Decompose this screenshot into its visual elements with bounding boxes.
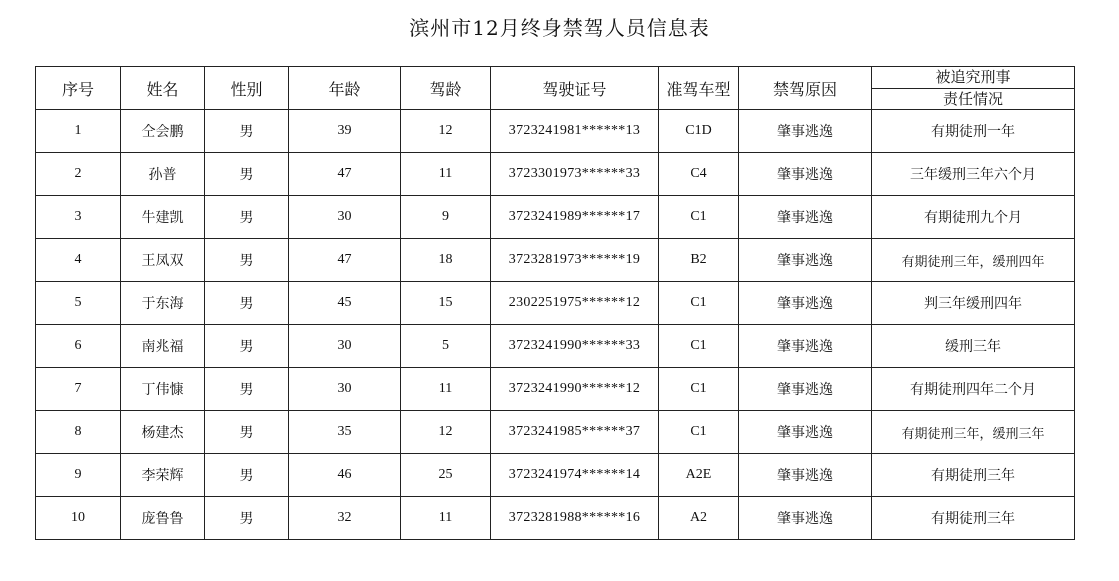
- table-body: [36, 110, 1075, 540]
- table-row: [36, 497, 1075, 540]
- cell-driving-years: 12: [401, 411, 491, 454]
- cell-license: 3723281973******19: [491, 239, 659, 282]
- cell-driving-years: 5: [401, 325, 491, 368]
- cell-name: 庞鲁鲁: [121, 497, 205, 540]
- cell-seq: 9: [36, 454, 121, 497]
- cell-ban-reason: 肇事逃逸: [739, 110, 872, 153]
- cell-vehicle-type: C1: [659, 196, 739, 239]
- cell-liability: 有期徒刑四年二个月: [872, 368, 1075, 411]
- cell-license: 3723241985******37: [491, 411, 659, 454]
- cell-license: 3723281988******16: [491, 497, 659, 540]
- cell-name: 王凤双: [121, 239, 205, 282]
- cell-name: 孙普: [121, 153, 205, 196]
- table-row: [36, 454, 1075, 497]
- cell-seq: 1: [36, 110, 121, 153]
- cell-liability: 判三年缓刑四年: [872, 282, 1075, 325]
- cell-driving-years: 18: [401, 239, 491, 282]
- cell-ban-reason: 肇事逃逸: [739, 497, 872, 540]
- cell-name: 杨建杰: [121, 411, 205, 454]
- cell-age: 47: [289, 153, 401, 196]
- cell-gender: 男: [205, 368, 289, 411]
- header-liability-bottom: 责任情况: [872, 88, 1075, 110]
- cell-ban-reason: 肇事逃逸: [739, 325, 872, 368]
- cell-ban-reason: 肇事逃逸: [739, 239, 872, 282]
- cell-vehicle-type: C1D: [659, 110, 739, 153]
- cell-age: 39: [289, 110, 401, 153]
- cell-age: 32: [289, 497, 401, 540]
- cell-name: 仝会鹏: [121, 110, 205, 153]
- cell-gender: 男: [205, 239, 289, 282]
- cell-driving-years: 11: [401, 368, 491, 411]
- banned-drivers-table: [35, 66, 1075, 540]
- cell-license: 3723241974******14: [491, 454, 659, 497]
- cell-license: 3723241989******17: [491, 196, 659, 239]
- cell-ban-reason: 肇事逃逸: [739, 196, 872, 239]
- cell-driving-years: 15: [401, 282, 491, 325]
- cell-liability: 有期徒刑三年，缓刑三年: [872, 411, 1075, 454]
- table-header: [36, 67, 1075, 110]
- cell-age: 35: [289, 411, 401, 454]
- cell-gender: 男: [205, 411, 289, 454]
- cell-license: 3723241990******33: [491, 325, 659, 368]
- cell-seq: 7: [36, 368, 121, 411]
- header-driving-years: 驾龄: [401, 67, 491, 110]
- table-row: [36, 411, 1075, 454]
- cell-liability: 有期徒刑九个月: [872, 196, 1075, 239]
- cell-seq: 10: [36, 497, 121, 540]
- cell-liability: 有期徒刑三年，缓刑四年: [872, 239, 1075, 282]
- cell-gender: 男: [205, 153, 289, 196]
- cell-ban-reason: 肇事逃逸: [739, 454, 872, 497]
- cell-gender: 男: [205, 282, 289, 325]
- cell-name: 丁伟慷: [121, 368, 205, 411]
- cell-age: 46: [289, 454, 401, 497]
- header-seq: 序号: [36, 67, 121, 110]
- table-row: [36, 153, 1075, 196]
- cell-age: 45: [289, 282, 401, 325]
- cell-liability: 三年缓刑三年六个月: [872, 153, 1075, 196]
- cell-age: 47: [289, 239, 401, 282]
- cell-vehicle-type: C1: [659, 368, 739, 411]
- cell-driving-years: 11: [401, 497, 491, 540]
- header-license: 驾驶证号: [491, 67, 659, 110]
- table-row: [36, 110, 1075, 153]
- cell-name: 李荣辉: [121, 454, 205, 497]
- cell-license: 2302251975******12: [491, 282, 659, 325]
- cell-ban-reason: 肇事逃逸: [739, 368, 872, 411]
- cell-age: 30: [289, 196, 401, 239]
- header-name: 姓名: [121, 67, 205, 110]
- cell-seq: 8: [36, 411, 121, 454]
- cell-name: 南兆福: [121, 325, 205, 368]
- cell-gender: 男: [205, 196, 289, 239]
- cell-seq: 3: [36, 196, 121, 239]
- cell-seq: 5: [36, 282, 121, 325]
- table-row: [36, 239, 1075, 282]
- header-vehicle-type: 准驾车型: [659, 67, 739, 110]
- header-ban-reason: 禁驾原因: [739, 67, 872, 110]
- cell-license: 3723241981******13: [491, 110, 659, 153]
- cell-ban-reason: 肇事逃逸: [739, 153, 872, 196]
- table-row: [36, 282, 1075, 325]
- cell-vehicle-type: C1: [659, 282, 739, 325]
- cell-liability: 有期徒刑一年: [872, 110, 1075, 153]
- cell-gender: 男: [205, 110, 289, 153]
- cell-driving-years: 9: [401, 196, 491, 239]
- cell-vehicle-type: C1: [659, 411, 739, 454]
- cell-liability: 有期徒刑三年: [872, 454, 1075, 497]
- cell-age: 30: [289, 325, 401, 368]
- cell-seq: 2: [36, 153, 121, 196]
- table-row: [36, 325, 1075, 368]
- header-gender: 性别: [205, 67, 289, 110]
- cell-license: 3723301973******33: [491, 153, 659, 196]
- cell-driving-years: 12: [401, 110, 491, 153]
- cell-vehicle-type: C1: [659, 325, 739, 368]
- cell-driving-years: 11: [401, 153, 491, 196]
- page-title: 滨州市12月终身禁驾人员信息表: [409, 16, 710, 40]
- cell-vehicle-type: C4: [659, 153, 739, 196]
- cell-ban-reason: 肇事逃逸: [739, 282, 872, 325]
- cell-liability: 有期徒刑三年: [872, 497, 1075, 540]
- cell-gender: 男: [205, 325, 289, 368]
- cell-seq: 6: [36, 325, 121, 368]
- header-liability-top: 被追究刑事: [872, 67, 1075, 89]
- cell-vehicle-type: A2: [659, 497, 739, 540]
- cell-gender: 男: [205, 454, 289, 497]
- cell-name: 于东海: [121, 282, 205, 325]
- table-row: [36, 368, 1075, 411]
- cell-liability: 缓刑三年: [872, 325, 1075, 368]
- cell-ban-reason: 肇事逃逸: [739, 411, 872, 454]
- cell-vehicle-type: B2: [659, 239, 739, 282]
- cell-vehicle-type: A2E: [659, 454, 739, 497]
- cell-name: 牛建凯: [121, 196, 205, 239]
- cell-license: 3723241990******12: [491, 368, 659, 411]
- table-row: [36, 196, 1075, 239]
- cell-driving-years: 25: [401, 454, 491, 497]
- header-age: 年龄: [289, 67, 401, 110]
- cell-seq: 4: [36, 239, 121, 282]
- cell-gender: 男: [205, 497, 289, 540]
- cell-age: 30: [289, 368, 401, 411]
